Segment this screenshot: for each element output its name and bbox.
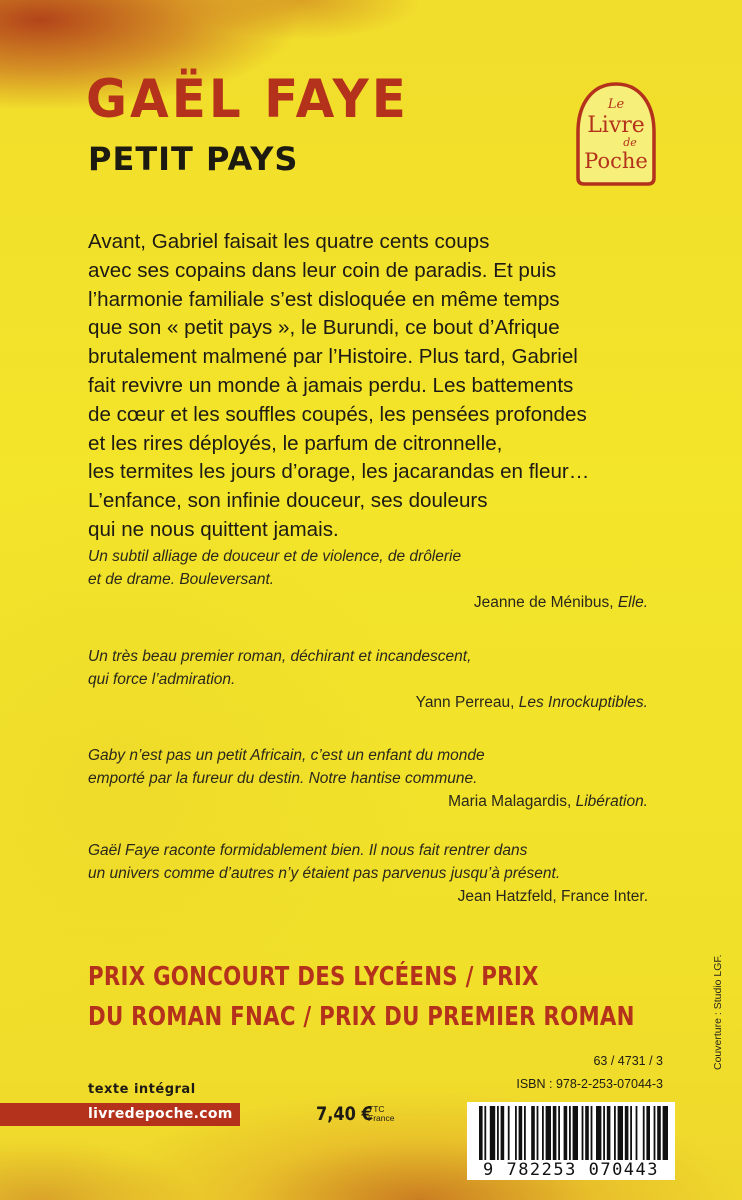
logo-de: de xyxy=(623,136,637,149)
barcode-bar xyxy=(618,1106,623,1160)
catalog-code: 63 / 4731 / 3 xyxy=(593,1054,663,1068)
quote-source: Elle. xyxy=(617,594,648,611)
press-quote xyxy=(88,840,648,909)
barcode-bar xyxy=(508,1106,510,1160)
logo-le: Le xyxy=(607,97,625,112)
barcode-bar xyxy=(596,1106,601,1160)
press-quote xyxy=(88,646,648,715)
prizes-line: PRIX GONCOURT DES LYCÉENS / PRIX xyxy=(88,962,539,992)
barcode-digits: 9 782253 070443 xyxy=(467,1160,675,1180)
quote-line: Un subtil alliage de douceur et de violence, de drôlerie xyxy=(88,548,462,565)
blurb-line: Avant, Gabriel faisait les quatre cents coups xyxy=(88,230,490,253)
price-tax-note xyxy=(368,1105,408,1123)
barcode-bar xyxy=(515,1106,517,1160)
barcode-bar xyxy=(524,1106,526,1160)
barcode-bar xyxy=(490,1106,495,1160)
barcode-bar xyxy=(569,1106,571,1160)
barcode-bar xyxy=(591,1106,593,1160)
quote-line: emporté par la fureur du destin. Notre hantise commune. xyxy=(88,769,478,787)
blurb-line: L’enfance, son infinie douceur, ses douleurs xyxy=(88,489,488,513)
barcode-bar xyxy=(625,1106,629,1160)
publisher-logo xyxy=(574,82,658,186)
barcode-bar xyxy=(573,1106,578,1160)
logo-poche: Poche xyxy=(584,149,648,173)
barcode-bar xyxy=(553,1106,557,1160)
quote-attribution xyxy=(88,886,648,909)
barcode-bar xyxy=(607,1106,611,1160)
barcode-bar xyxy=(519,1106,523,1160)
quote-line: Un très beau premier roman, déchirant et incandescent, xyxy=(88,648,472,665)
barcode-bar xyxy=(603,1106,605,1160)
quote-line: Gaby n’est pas un petit Africain, c’est un enfant du monde xyxy=(88,747,485,764)
barcode-bar xyxy=(657,1106,661,1160)
barcode-bar xyxy=(501,1106,505,1160)
blurb-line: fait revivre un monde à jamais perdu. Les battements xyxy=(88,373,574,397)
barcode-bar xyxy=(564,1106,568,1160)
prizes xyxy=(88,957,742,1037)
barcode-bar xyxy=(585,1106,589,1160)
quote-author: Jean Hatzfeld, France Inter. xyxy=(457,888,648,905)
quote-line: Gaël Faye raconte formidablement bien. Il nous fait rentrer dans xyxy=(88,842,528,859)
blurb-line: que son « petit pays », le Burundi, ce bout d’Afrique xyxy=(88,316,560,340)
barcode-bar xyxy=(542,1106,544,1160)
author-name: GAËL FAYE xyxy=(86,68,409,130)
barcode-bar xyxy=(531,1106,535,1160)
blurb-line: et les rires déployés, le parfum de citronnelle, xyxy=(88,431,503,455)
quote-author: Maria Malagardis, xyxy=(448,793,572,810)
barcode-bar xyxy=(582,1106,584,1160)
quote-source: Les Inrockuptibles. xyxy=(518,694,648,711)
blurb-text xyxy=(88,228,648,545)
barcode-bar xyxy=(537,1106,539,1160)
website-link[interactable]: livredepoche.com xyxy=(88,1106,233,1122)
barcode-bar xyxy=(646,1106,650,1160)
quote-line: et de drame. Bouleversant. xyxy=(88,570,275,588)
barcode-bar xyxy=(558,1106,560,1160)
blurb-line: les termites les jours d’orage, les jacarandas en fleur… xyxy=(88,460,590,484)
quote-line: un univers comme d’autres n’y étaient pas parvenus jusqu’à présent. xyxy=(88,864,561,882)
blurb-line: qui ne nous quittent jamais. xyxy=(88,517,339,541)
barcode-bar xyxy=(546,1106,551,1160)
price-ttc: TTC xyxy=(368,1104,385,1114)
barcode-bar xyxy=(663,1106,668,1160)
barcode-bar xyxy=(479,1106,483,1160)
press-quote xyxy=(88,745,648,814)
book-title: PETIT PAYS xyxy=(88,140,299,178)
quote-attribution xyxy=(88,791,648,814)
barcode-bars xyxy=(467,1102,675,1164)
price-country: France xyxy=(368,1113,395,1123)
quote-source: Libération. xyxy=(575,793,648,810)
barcode-bar xyxy=(497,1106,499,1160)
barcode-bar xyxy=(630,1106,632,1160)
barcode-bar xyxy=(643,1106,645,1160)
quote-attribution xyxy=(88,692,648,715)
quote-author: Jeanne de Ménibus, xyxy=(473,594,614,611)
blurb-line: de cœur et les souffles coupés, les pensées profondes xyxy=(88,402,587,426)
barcode-bar xyxy=(654,1106,656,1160)
quote-author: Yann Perreau, xyxy=(415,694,515,711)
price: 7,40 € xyxy=(316,1103,373,1125)
isbn: ISBN : 978-2-253-07044-3 xyxy=(516,1077,663,1091)
cover-credit: Couverture : Studio LGF. xyxy=(712,954,724,1070)
prizes-line: DU ROMAN FNAC / PRIX DU PREMIER ROMAN xyxy=(88,1002,635,1032)
blurb-line: brutalement malmené par l’Histoire. Plus tard, Gabriel xyxy=(88,345,578,369)
press-quote xyxy=(88,546,648,615)
logo-livre: Livre xyxy=(587,113,645,138)
blurb-line: avec ses copains dans leur coin de paradis. Et puis xyxy=(88,258,557,282)
texte-integral-label: texte intégral xyxy=(88,1082,196,1097)
barcode-bar xyxy=(614,1106,616,1160)
barcode-bar xyxy=(636,1106,638,1160)
blurb-line: l’harmonie familiale s’est disloquée en même temps xyxy=(88,287,560,311)
quote-line: qui force l’admiration. xyxy=(88,670,236,688)
quote-attribution xyxy=(88,592,648,615)
barcode-bar xyxy=(484,1106,486,1160)
